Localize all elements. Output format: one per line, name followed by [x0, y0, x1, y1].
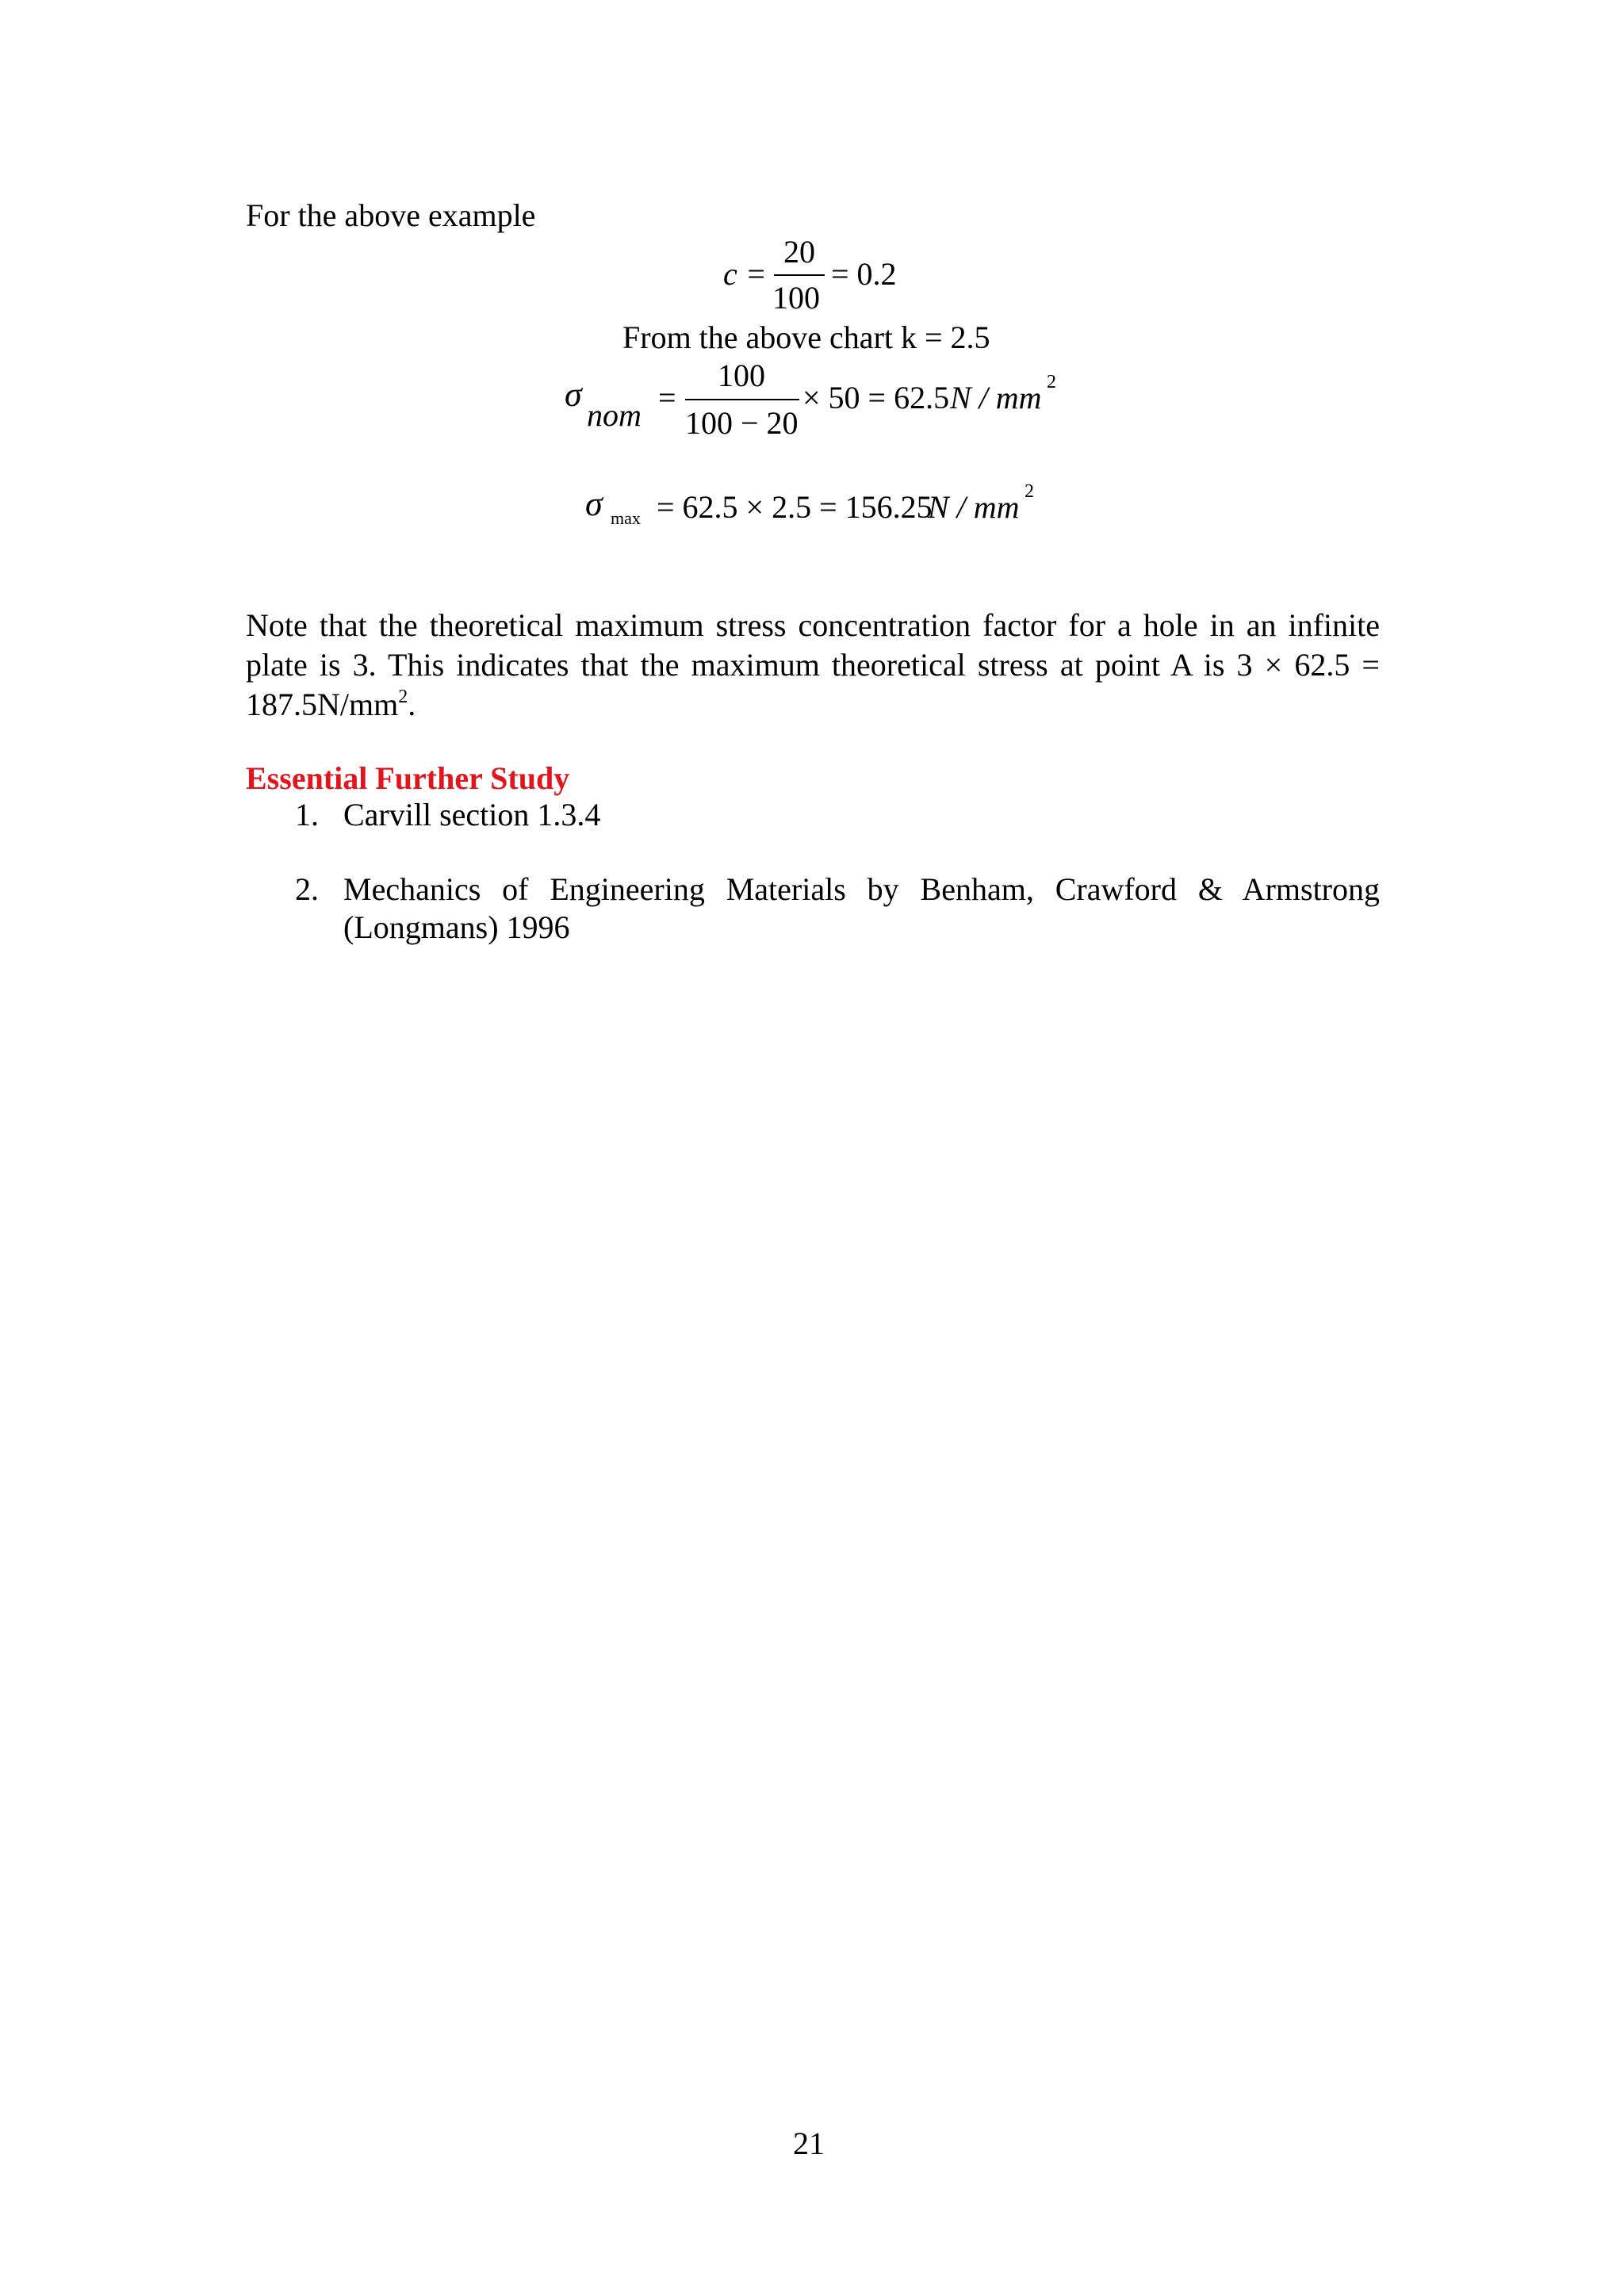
eq3-unit-power: 2	[1025, 481, 1034, 502]
note-line-2: plate is 3. This indicates that the maximum theoretical stress at point A is 3 × 62.5 =	[246, 647, 1380, 683]
eq2-denominator: 100 − 20	[685, 405, 799, 441]
eq3-value: = 62.5 × 2.5 = 156.25	[657, 489, 933, 525]
chart-value-line: From the above chart k = 2.5	[622, 320, 990, 355]
eq2-sigma: σ	[565, 375, 582, 414]
eq3-subscript: max	[611, 508, 641, 528]
further-study-heading: Essential Further Study	[246, 760, 570, 796]
page-number: 21	[793, 2126, 825, 2161]
eq2-numerator: 100	[718, 358, 765, 393]
eq1-denominator: 100	[772, 280, 820, 316]
eq1-rhs: = 0.2	[831, 256, 897, 292]
note-line-3	[246, 685, 1380, 725]
list-item-number: 2.	[295, 871, 319, 907]
eq3-sigma: σ	[585, 484, 603, 523]
list-item-number: 1.	[295, 797, 319, 832]
eq2-fraction-bar	[685, 399, 799, 400]
note-line-end: .	[408, 687, 416, 722]
intro-text: For the above example	[246, 197, 536, 233]
note-paragraph	[246, 606, 1380, 725]
eq2-subscript: nom	[587, 397, 642, 433]
eq1-numerator: 20	[783, 234, 815, 270]
eq1-lhs: c =	[723, 256, 767, 292]
list-item-text: Carvill section 1.3.4	[343, 797, 601, 832]
list-item-line: (Longmans) 1996	[343, 909, 570, 945]
list-item-text	[343, 871, 1380, 947]
eq2-value: × 50 = 62.5	[802, 380, 950, 415]
eq1-fraction-bar	[774, 274, 825, 276]
eq2-unit-power: 2	[1047, 372, 1056, 392]
eq2-unit: N / mm	[950, 380, 1042, 415]
note-stress-power: 2	[398, 687, 408, 707]
note-stress-value: 187.5N/mm	[246, 687, 399, 722]
list-item-line: Mechanics of Engineering Materials by Benham, Crawford & Armstrong	[343, 871, 1380, 907]
note-line-1: Note that the theoretical maximum stress concentration factor for a hole in an infinite	[246, 607, 1380, 643]
eq3-unit: N / mm	[928, 489, 1020, 525]
eq2-equals: =	[658, 380, 676, 415]
